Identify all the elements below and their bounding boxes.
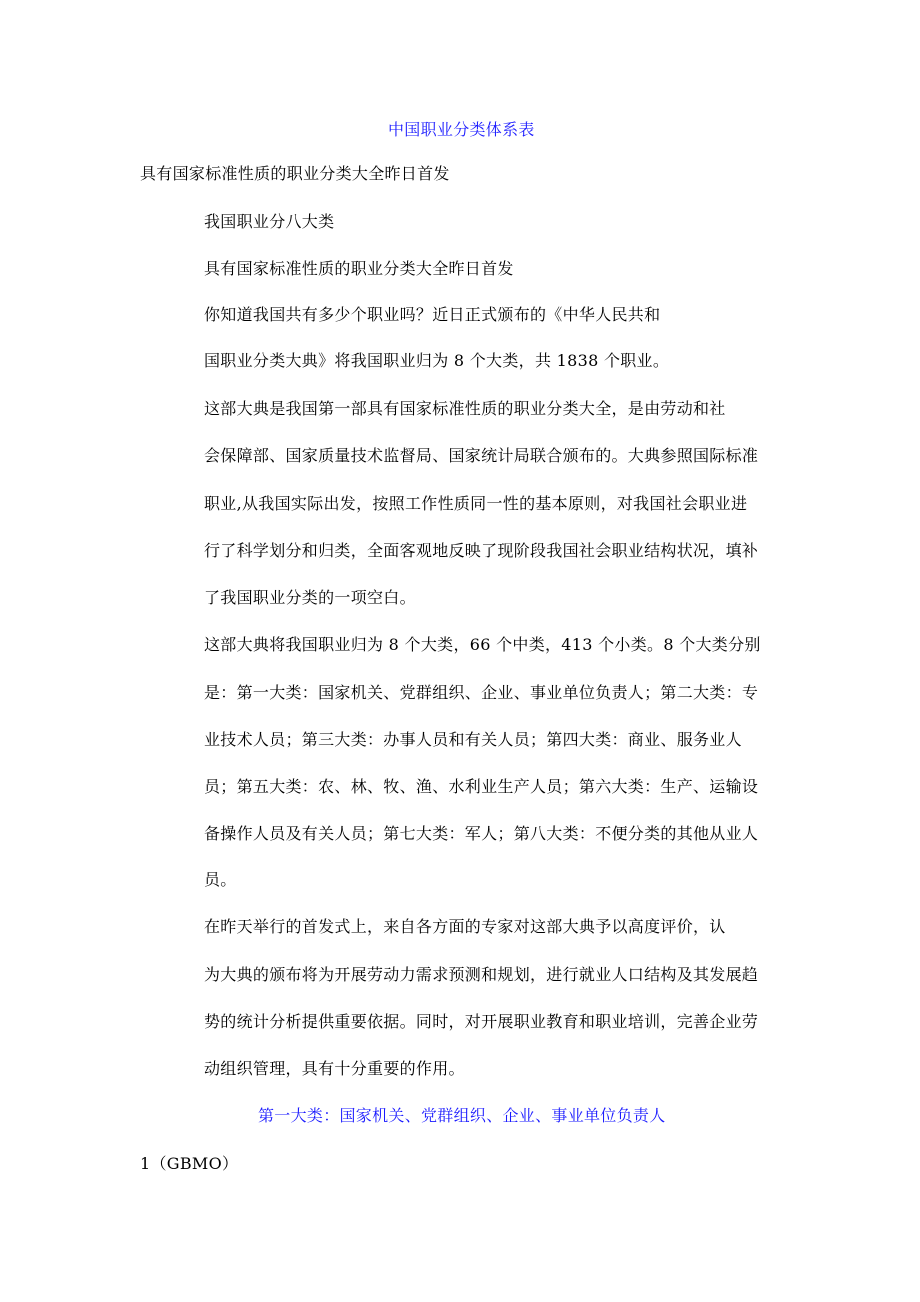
paragraph-3-line-3: 业技术人员；第三大类：办事人员和有关人员；第四大类：商业、服务业人 [204, 730, 742, 749]
paragraph-3-line-4: 员；第五大类：农、林、牧、渔、水利业生产人员；第六大类：生产、运输设 [204, 777, 759, 796]
category-code: 1（GBMO） [140, 1154, 239, 1173]
paragraph-2-line-3: 职业,从我国实际出发，按照工作性质同一性的基本原则，对我国社会职业进 [204, 494, 748, 513]
paragraph-4-line-1: 在昨天举行的首发式上，来自各方面的专家对这部大典予以高度评价，认 [204, 917, 726, 936]
paragraph-4-line-4: 动组织管理，具有十分重要的作用。 [204, 1059, 465, 1078]
paragraph-3-line-6: 员。 [204, 870, 237, 889]
section-heading: 我国职业分八大类 [204, 212, 335, 231]
paragraph-4-line-3: 势的统计分析提供重要依据。同时，对开展职业教育和职业培训，完善企业劳 [204, 1012, 759, 1031]
subtitle-repeat: 具有国家标准性质的职业分类大全昨日首发 [204, 259, 514, 278]
category-1-title: 第一大类：国家机关、党群组织、企业、事业单位负责人 [258, 1106, 666, 1125]
paragraph-3-line-2: 是：第一大类：国家机关、党群组织、企业、事业单位负责人；第二大类：专 [204, 683, 759, 702]
paragraph-2-line-1: 这部大典是我国第一部具有国家标准性质的职业分类大全，是由劳动和社 [204, 399, 726, 418]
document-title: 中国职业分类体系表 [388, 120, 535, 139]
subtitle: 具有国家标准性质的职业分类大全昨日首发 [140, 164, 450, 183]
paragraph-4-line-2: 为大典的颁布将为开展劳动力需求预测和规划，进行就业人口结构及其发展趋 [204, 965, 759, 984]
paragraph-2-line-4: 行了科学划分和归类，全面客观地反映了现阶段我国社会职业结构状况，填补 [204, 541, 759, 560]
paragraph-1-line-1: 你知道我国共有多少个职业吗？近日正式颁布的《中华人民共和 [204, 305, 661, 324]
paragraph-3-line-5: 备操作人员及有关人员；第七大类：军人；第八大类：不便分类的其他从业人 [204, 824, 759, 843]
paragraph-3-line-1: 这部大典将我国职业归为 8 个大类，66 个中类，413 个小类。8 个大类分别 [204, 635, 761, 654]
paragraph-2-line-2: 会保障部、国家质量技术监督局、国家统计局联合颁布的。大典参照国际标准 [204, 446, 759, 465]
paragraph-2-line-5: 了我国职业分类的一项空白。 [204, 588, 416, 607]
paragraph-1-line-2: 国职业分类大典》将我国职业归为 8 个大类，共 1838 个职业。 [204, 351, 670, 370]
